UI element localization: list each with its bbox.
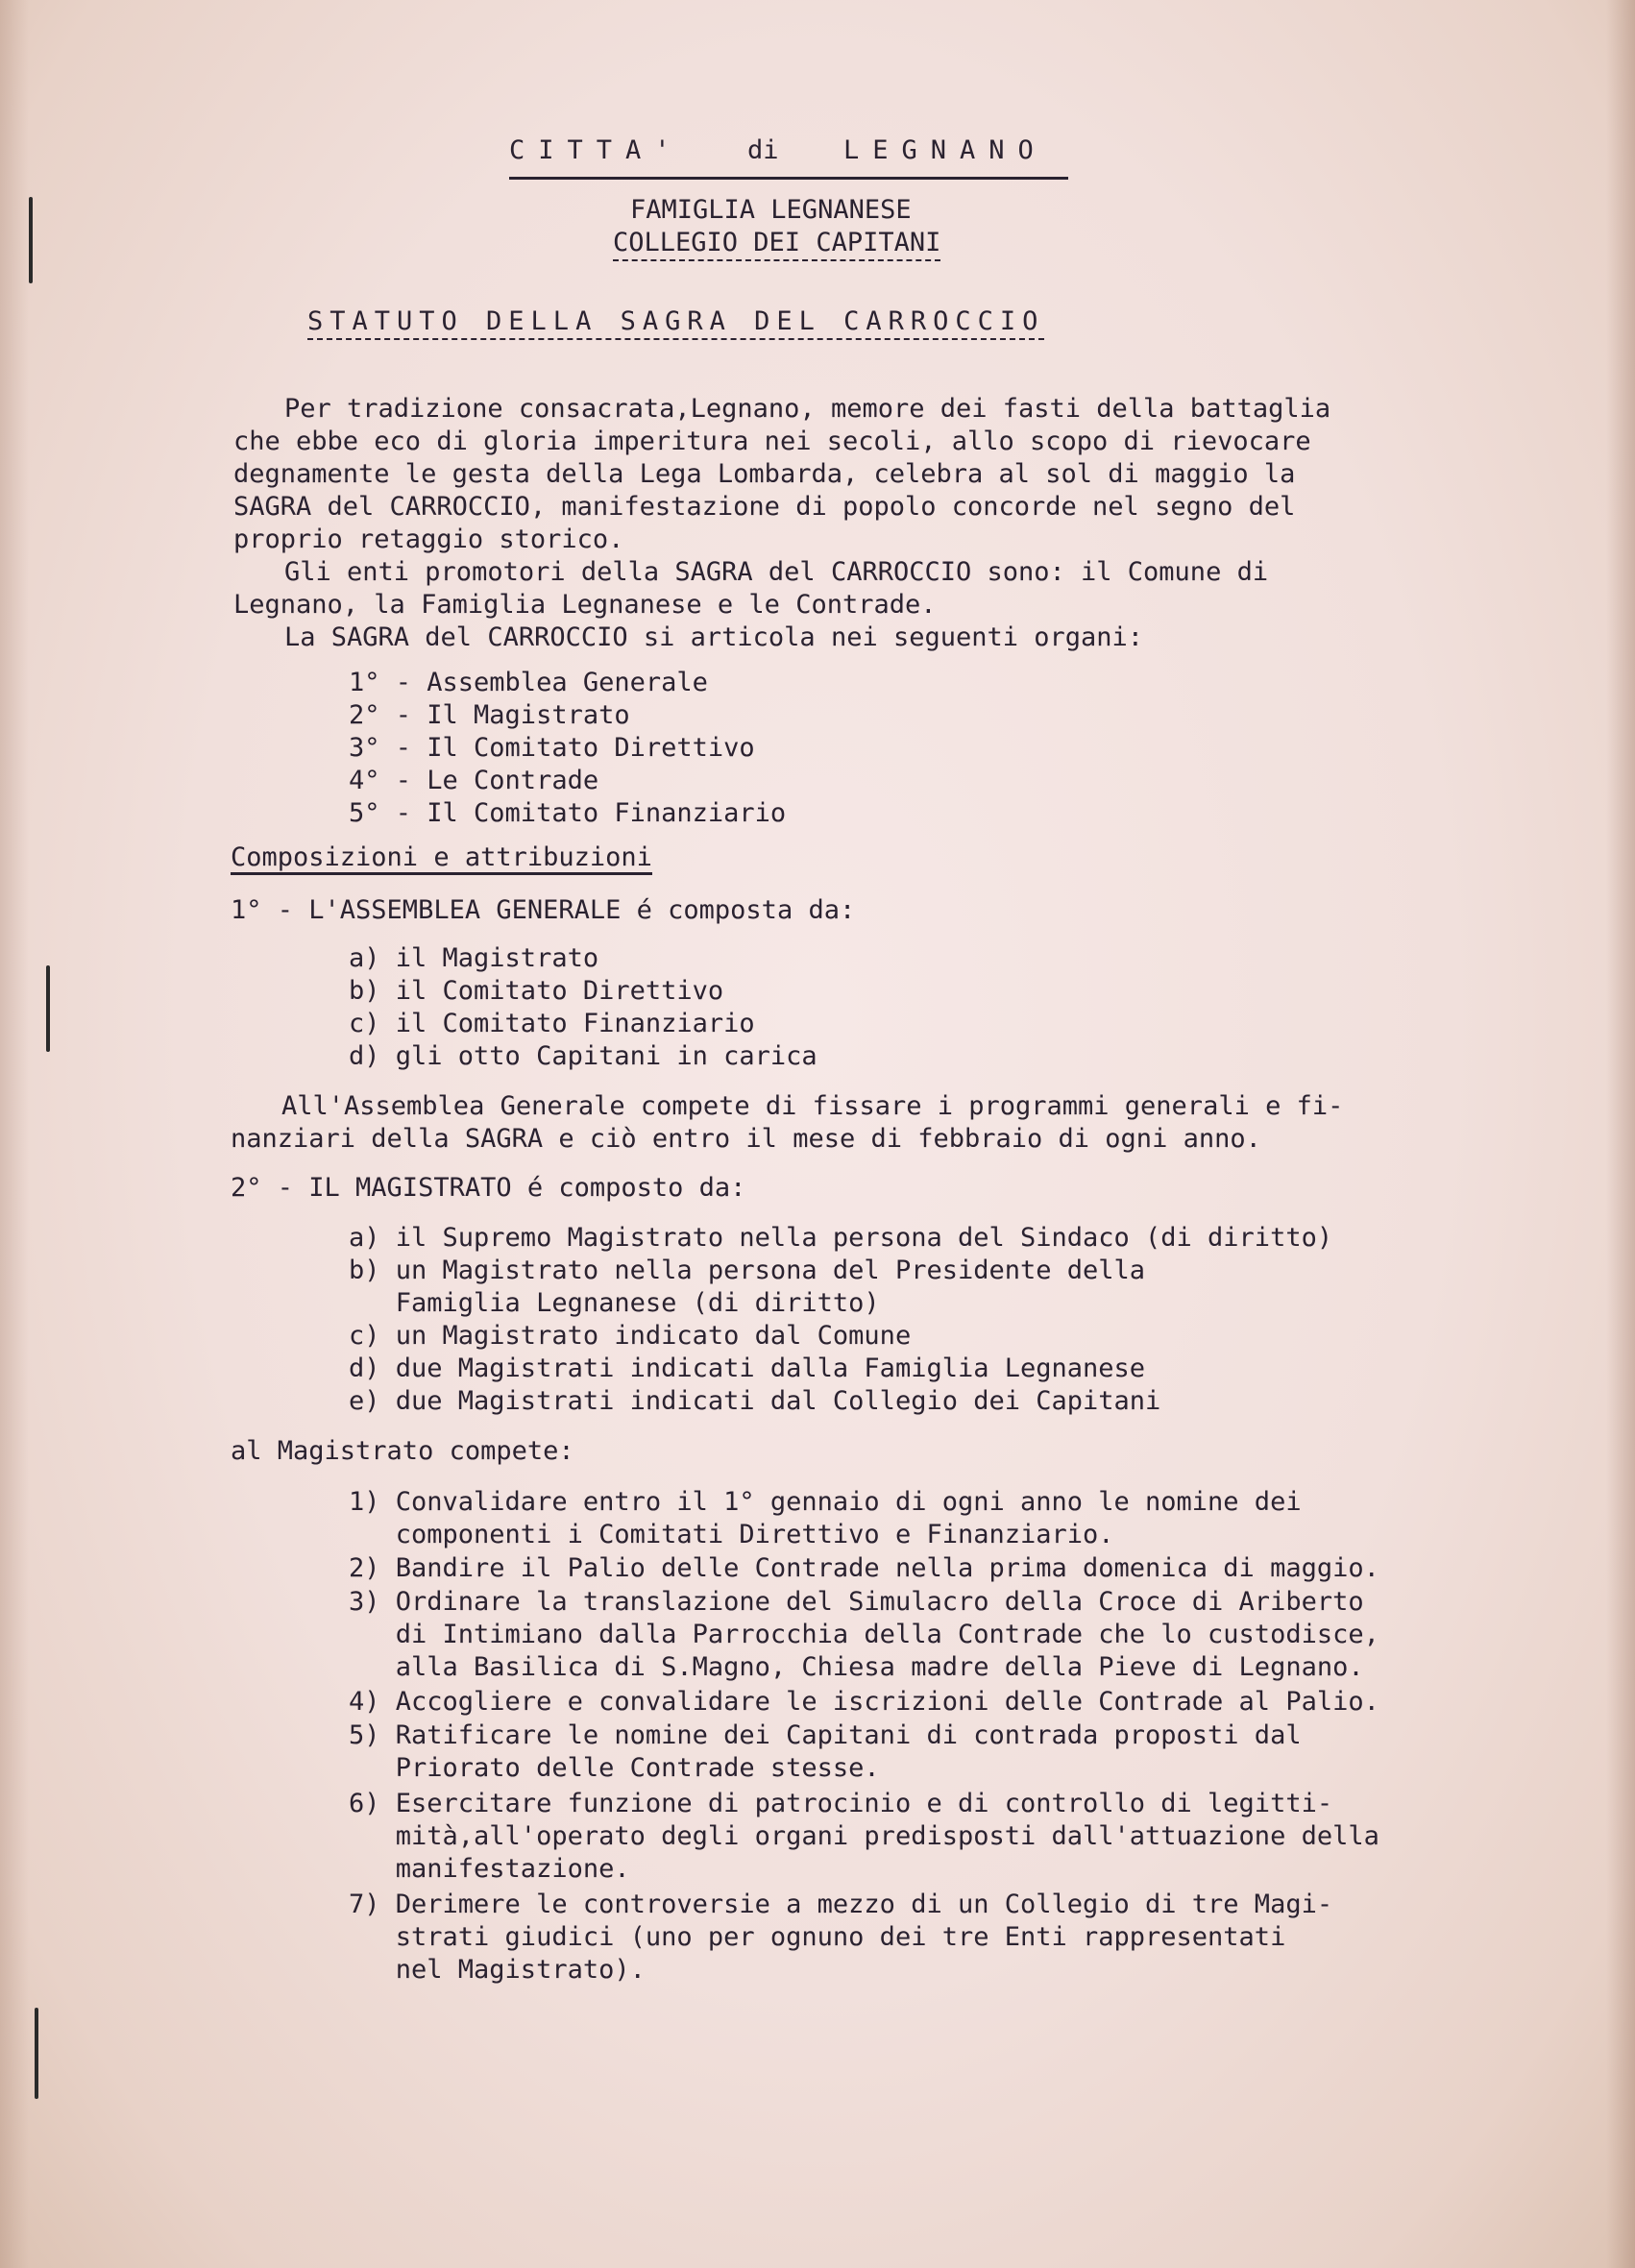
intro-line: degnamente le gesta della Lega Lombarda, celebra al sol di maggio la <box>233 459 1296 489</box>
assemblea-item: c) il Comitato Finanziario <box>349 1009 755 1038</box>
intro-line: SAGRA del CARROCCIO, manifestazione di popolo concorde nel segno del <box>233 492 1296 522</box>
magistrato-item: a) il Supremo Magistrato nella persona del Sindaco (di diritto) <box>349 1223 1333 1253</box>
assemblea-item: a) il Magistrato <box>349 943 599 973</box>
intro-line: La SAGRA del CARROCCIO si articola nei seguenti organi: <box>284 622 1144 652</box>
compete-line: 1) Convalidare entro il 1° gennaio di ogni anno le nomine dei <box>349 1487 1302 1517</box>
intro-line: Legnano, la Famiglia Legnanese e le Contrade. <box>233 590 937 620</box>
organo-item: 3° - Il Comitato Direttivo <box>349 733 755 763</box>
document-title: STATUTO DELLA SAGRA DEL CARROCCIO <box>307 305 1044 340</box>
intro-line: Per tradizione consacrata,Legnano, memore dei fasti della battaglia <box>284 394 1331 424</box>
intro-line: che ebbe eco di gloria imperitura nei secoli, allo scopo di rievocare <box>233 427 1311 456</box>
binding-mark-middle <box>46 965 50 1052</box>
left-edge-shadow <box>0 0 29 2268</box>
compete-line: alla Basilica di S.Magno, Chiesa madre della Pieve di Legnano. <box>349 1652 1364 1682</box>
compete-line: di Intimiano dalla Parrocchia della Contrade che lo custodisce, <box>349 1620 1379 1649</box>
compete-line: 5) Ratificare le nomine dei Capitani di contrada proposti dal <box>349 1720 1302 1750</box>
compete-line: 3) Ordinare la translazione del Simulacro della Croce di Ariberto <box>349 1587 1364 1617</box>
compete-line: nel Magistrato). <box>349 1955 646 1985</box>
compete-line: manifestazione. <box>349 1854 630 1884</box>
magistrato-heading: 2° - IL MAGISTRATO é composto da: <box>231 1173 746 1203</box>
header-city-underline <box>509 177 1068 180</box>
organo-item: 5° - Il Comitato Finanziario <box>349 798 787 828</box>
compete-line: componenti i Comitati Direttivo e Finanziario. <box>349 1520 1114 1549</box>
header-city-mid: di <box>747 135 779 165</box>
compete-line: 2) Bandire il Palio delle Contrade nella prima domenica di maggio. <box>349 1553 1379 1583</box>
intro-line: Gli enti promotori della SAGRA del CARROCCIO sono: il Comune di <box>284 557 1269 587</box>
magistrato-item: e) due Magistrati indicati dal Collegio dei Capitani <box>349 1386 1161 1416</box>
organo-item: 2° - Il Magistrato <box>349 700 630 730</box>
right-edge-shadow <box>1606 0 1635 2268</box>
magistrato-item: c) un Magistrato indicato dal Comune <box>349 1321 912 1351</box>
compete-line: 4) Accogliere e convalidare le iscrizioni delle Contrade al Palio. <box>349 1687 1379 1717</box>
header-org2: COLLEGIO DEI CAPITANI <box>613 227 940 261</box>
header-city-left: CITTA' <box>509 135 684 165</box>
assemblea-item: d) gli otto Capitani in carica <box>349 1041 818 1071</box>
binding-mark-bottom <box>35 2008 38 2099</box>
compete-line: Priorato delle Contrade stesse. <box>349 1753 880 1783</box>
assemblea-paragraph-line: nanziari della SAGRA e ciò entro il mese di febbraio di ogni anno. <box>231 1124 1261 1154</box>
compete-line: 7) Derimere le controversie a mezzo di un Collegio di tre Magi- <box>349 1890 1333 1919</box>
magistrato-item: b) un Magistrato nella persona del Presidente della <box>349 1256 1146 1285</box>
assemblea-item: b) il Comitato Direttivo <box>349 976 724 1006</box>
header-city-right: LEGNANO <box>843 135 1047 165</box>
intro-line: proprio retaggio storico. <box>233 524 624 554</box>
header-org1: FAMIGLIA LEGNANESE <box>630 195 912 225</box>
compete-line: strati giudici (uno per ognuno dei tre Enti rappresentati <box>349 1922 1286 1952</box>
compete-line: 6) Esercitare funzione di patrocinio e di controllo di legitti- <box>349 1789 1333 1818</box>
compete-heading: al Magistrato compete: <box>231 1436 574 1466</box>
organo-item: 4° - Le Contrade <box>349 766 599 795</box>
organo-item: 1° - Assemblea Generale <box>349 668 708 697</box>
assemblea-paragraph-line: All'Assemblea Generale compete di fissare i programmi generali e fi- <box>281 1091 1344 1121</box>
magistrato-item: d) due Magistrati indicati dalla Famiglia Legnanese <box>349 1353 1146 1383</box>
assemblea-heading: 1° - L'ASSEMBLEA GENERALE é composta da: <box>231 895 856 925</box>
section-title: Composizioni e attribuzioni <box>231 843 652 875</box>
compete-line: mità,all'operato degli organi predisposti dall'attuazione della <box>349 1821 1379 1851</box>
magistrato-item: Famiglia Legnanese (di diritto) <box>349 1288 880 1318</box>
binding-mark-top <box>29 197 33 283</box>
